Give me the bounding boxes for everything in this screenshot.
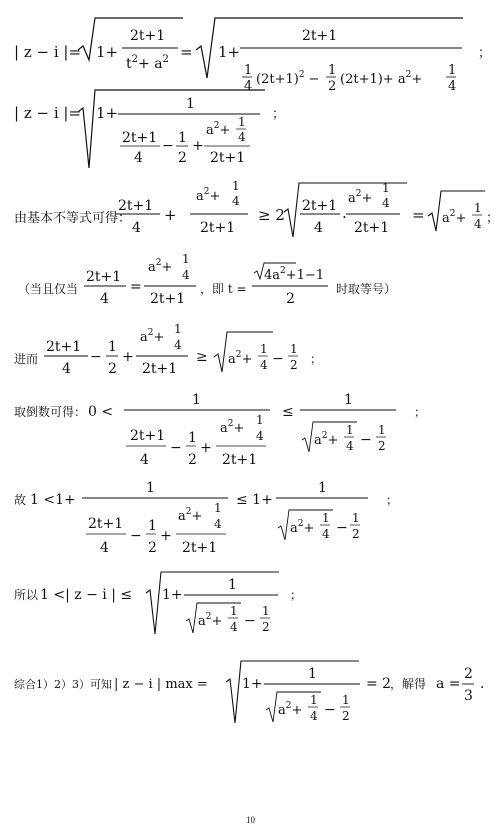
- svg-text:a2+: $a^2+$: [220, 419, 245, 436]
- svg-text:4: 4: [238, 130, 246, 144]
- equation-line-7: [0, 478, 501, 560]
- svg-text:| z − i |=: | z − i |=: [14, 104, 82, 122]
- line-4-suffix: 时取等号）: [336, 282, 397, 296]
- svg-text:4: 4: [346, 439, 354, 453]
- svg-text:4: 4: [174, 338, 182, 352]
- equation-line-1: [0, 10, 501, 94]
- svg-text:4: 4: [310, 709, 318, 723]
- svg-text:2t+1: 2t+1: [86, 269, 122, 285]
- svg-text:；: ；: [310, 352, 323, 366]
- equation-1-formula: [0, 10, 501, 94]
- svg-text:4a2+1−1: $4a^2+1-1$: [264, 266, 325, 283]
- svg-text:；: ；: [414, 405, 427, 419]
- svg-text:1+: 1+: [96, 104, 119, 122]
- svg-text:2t+1: 2t+1: [222, 452, 258, 468]
- svg-text:4: 4: [214, 517, 222, 531]
- svg-text:+: +: [200, 440, 212, 456]
- svg-text:4: 4: [474, 217, 482, 231]
- svg-text:a2+: $a^2+$: [278, 701, 303, 718]
- svg-text:1: 1: [146, 480, 155, 496]
- svg-text:；: ；: [272, 107, 286, 122]
- svg-text:=: =: [130, 279, 142, 295]
- svg-text:=: =: [412, 206, 425, 224]
- svg-text:4: 4: [322, 527, 330, 541]
- svg-text:−: −: [244, 613, 256, 629]
- svg-text:4: 4: [132, 220, 141, 236]
- equation-6-formula: [0, 390, 501, 472]
- svg-text:4: 4: [448, 79, 457, 94]
- svg-text:−: −: [90, 349, 102, 365]
- svg-text:1 <| z − i | ≤: 1 <| z − i | ≤: [40, 587, 133, 603]
- svg-text:；: ；: [478, 46, 492, 61]
- svg-text:2: 2: [108, 361, 117, 377]
- svg-text:a2+: $a^2+$: [442, 209, 467, 226]
- svg-text:1: 1: [232, 179, 240, 193]
- svg-text:1: 1: [308, 666, 317, 682]
- equation-8-formula: [0, 565, 501, 645]
- svg-text:−: −: [336, 520, 348, 536]
- svg-text:1: 1: [382, 181, 390, 195]
- svg-text:≥: ≥: [196, 349, 208, 365]
- svg-text:=: =: [180, 43, 193, 61]
- svg-text:≥ 2: ≥ 2: [258, 206, 285, 224]
- svg-text:1: 1: [318, 480, 327, 496]
- svg-text:| z − i |=: | z − i |=: [14, 43, 82, 61]
- svg-text:1+: 1+: [242, 676, 263, 692]
- svg-text:1: 1: [182, 252, 190, 266]
- svg-text:≤: ≤: [282, 404, 294, 420]
- line-9-prefix: 综合1）2）3）可知: [14, 678, 112, 691]
- svg-text:.: .: [342, 204, 347, 222]
- svg-text:2: 2: [188, 452, 197, 468]
- svg-text:4: 4: [100, 291, 109, 307]
- svg-text:−: −: [130, 528, 142, 544]
- page-number: 10: [246, 815, 255, 825]
- svg-text:| z − i | max =: | z − i | max =: [114, 677, 208, 692]
- equation-line-4: [0, 252, 501, 317]
- svg-text:1: 1: [448, 63, 457, 78]
- svg-text:1: 1: [178, 130, 187, 146]
- svg-text:2: 2: [352, 527, 360, 541]
- svg-text:1: 1: [256, 413, 264, 427]
- svg-text:1: 1: [322, 511, 330, 525]
- svg-text:2: 2: [342, 709, 350, 723]
- svg-text:4: 4: [100, 540, 109, 556]
- svg-text:2t+1: 2t+1: [122, 130, 158, 146]
- svg-text:a2+: $a^2+$: [348, 189, 373, 206]
- svg-text:2: 2: [148, 540, 157, 556]
- line-3-prefix: 由基本不等式可得：: [14, 211, 132, 226]
- svg-text:2: 2: [464, 666, 473, 682]
- svg-text:4: 4: [62, 361, 71, 377]
- svg-text:2t+1: 2t+1: [130, 428, 166, 444]
- equation-4-formula: [0, 252, 501, 317]
- svg-text:−: −: [324, 702, 336, 718]
- svg-text:a2+: $a^2+$: [198, 612, 223, 629]
- svg-text:2t+1: 2t+1: [302, 28, 338, 44]
- svg-text:≤ 1+: ≤ 1+: [236, 492, 273, 508]
- svg-text:1: 1: [342, 693, 350, 707]
- svg-text:1: 1: [352, 511, 360, 525]
- svg-text:2t+1: 2t+1: [354, 220, 390, 236]
- svg-text:2t+1: 2t+1: [182, 540, 218, 556]
- equation-9-formula: [0, 648, 501, 732]
- svg-text:2: 2: [262, 620, 270, 634]
- svg-text:a =: a =: [436, 676, 461, 692]
- equation-line-5: [0, 322, 501, 387]
- svg-text:4: 4: [232, 194, 240, 208]
- svg-text:a2+: $a^2+$: [148, 258, 173, 275]
- line-6-prefix: 取倒数可得：: [14, 405, 87, 419]
- svg-text:2t+1: 2t+1: [88, 516, 124, 532]
- svg-text:1+: 1+: [162, 587, 183, 603]
- svg-text:t2+ a2: $t^2+ a^2$: [126, 54, 169, 72]
- svg-text:4: 4: [182, 268, 190, 282]
- svg-text:1: 1: [262, 604, 270, 618]
- svg-text:−: −: [162, 138, 174, 154]
- svg-text:2t+1: 2t+1: [150, 291, 186, 307]
- svg-text:(2t+1)+ a2+: $(2t+1)+ a^2+$: [340, 70, 423, 87]
- svg-text:1: 1: [238, 115, 246, 129]
- svg-text:2t+1: 2t+1: [118, 198, 154, 214]
- svg-text:+: +: [164, 206, 177, 224]
- svg-text:2t+1: 2t+1: [142, 361, 178, 377]
- svg-text:；: ；: [290, 588, 303, 602]
- svg-text:2: 2: [328, 79, 337, 94]
- svg-text:1: 1: [260, 342, 268, 356]
- svg-text:1: 1: [290, 342, 298, 356]
- svg-text:4: 4: [244, 79, 253, 94]
- svg-text:4: 4: [230, 620, 238, 634]
- svg-text:1+: 1+: [96, 43, 119, 61]
- svg-text:−: −: [272, 351, 284, 367]
- svg-text:−: −: [170, 440, 182, 456]
- line-8-prefix: 所以: [14, 588, 39, 602]
- svg-text:1: 1: [244, 63, 253, 78]
- svg-text:a2+: $a^2+$: [178, 507, 203, 524]
- svg-text:a2+: $a^2+$: [290, 519, 315, 536]
- svg-text:1: 1: [186, 96, 195, 112]
- svg-text:1 <1+: 1 <1+: [30, 492, 76, 508]
- svg-text:2t+1: 2t+1: [200, 220, 236, 236]
- svg-text:−: −: [360, 432, 372, 448]
- equation-3-formula: [0, 178, 501, 248]
- svg-text:1: 1: [378, 423, 386, 437]
- svg-text:，即 t =: ，即 t =: [200, 282, 247, 296]
- equation-2-formula: [0, 90, 501, 180]
- equation-line-8: [0, 565, 501, 645]
- line-4-prefix: （当且仅当: [18, 282, 79, 296]
- equation-7-formula: [0, 478, 501, 560]
- svg-text:；: ；: [486, 211, 500, 226]
- line-9-middle: ，解得: [390, 677, 427, 691]
- svg-text:a2+: $a^2+$: [314, 431, 339, 448]
- svg-text:= 2: = 2: [366, 676, 392, 692]
- equation-line-6: [0, 390, 501, 472]
- equation-5-formula: [0, 322, 501, 387]
- svg-text:4: 4: [314, 220, 323, 236]
- equation-line-2: [0, 90, 501, 180]
- svg-text:a2+: $a^2+$: [140, 328, 165, 345]
- svg-text:1: 1: [230, 604, 238, 618]
- svg-text:0 <: 0 <: [88, 404, 114, 420]
- svg-text:2: 2: [286, 291, 295, 307]
- line-9-trailing: ．: [480, 676, 494, 692]
- equation-line-9: [0, 648, 501, 732]
- svg-text:1: 1: [214, 501, 222, 515]
- svg-text:2: 2: [178, 150, 187, 166]
- svg-text:(2t+1)2 −: $(2t+1)^2$ −: [256, 70, 320, 87]
- svg-text:1: 1: [344, 392, 353, 408]
- equation-line-3: [0, 178, 501, 248]
- svg-text:2t+1: 2t+1: [210, 150, 246, 166]
- svg-text:1: 1: [474, 201, 482, 215]
- line-5-prefix: 进而: [14, 352, 39, 366]
- svg-text:；: ；: [386, 493, 399, 507]
- svg-text:1: 1: [228, 577, 237, 593]
- svg-text:1: 1: [148, 518, 157, 534]
- svg-text:1: 1: [328, 63, 337, 78]
- svg-text:2: 2: [378, 439, 386, 453]
- svg-text:4: 4: [134, 150, 143, 166]
- svg-text:2t+1: 2t+1: [46, 339, 82, 355]
- line-7-prefix: 故: [14, 493, 27, 507]
- svg-text:2t+1: 2t+1: [302, 198, 338, 214]
- svg-text:1: 1: [174, 322, 182, 336]
- svg-text:4: 4: [382, 196, 390, 210]
- svg-text:2: 2: [290, 358, 298, 372]
- svg-text:1+: 1+: [218, 43, 241, 61]
- svg-text:1: 1: [310, 693, 318, 707]
- svg-text:a2+: $a^2+$: [206, 121, 231, 138]
- svg-text:4: 4: [260, 358, 268, 372]
- svg-text:1: 1: [192, 392, 201, 408]
- svg-text:1: 1: [346, 423, 354, 437]
- svg-text:4: 4: [140, 452, 149, 468]
- svg-text:+: +: [122, 349, 134, 365]
- svg-text:4: 4: [256, 429, 264, 443]
- svg-text:+: +: [160, 528, 172, 544]
- svg-text:1: 1: [108, 339, 117, 355]
- svg-text:2t+1: 2t+1: [130, 28, 166, 44]
- svg-text:3: 3: [464, 688, 473, 704]
- svg-text:a2+: $a^2+$: [228, 350, 253, 367]
- svg-text:1: 1: [188, 430, 197, 446]
- svg-text:a2+: $a^2+$: [196, 187, 221, 204]
- svg-text:+: +: [192, 138, 204, 154]
